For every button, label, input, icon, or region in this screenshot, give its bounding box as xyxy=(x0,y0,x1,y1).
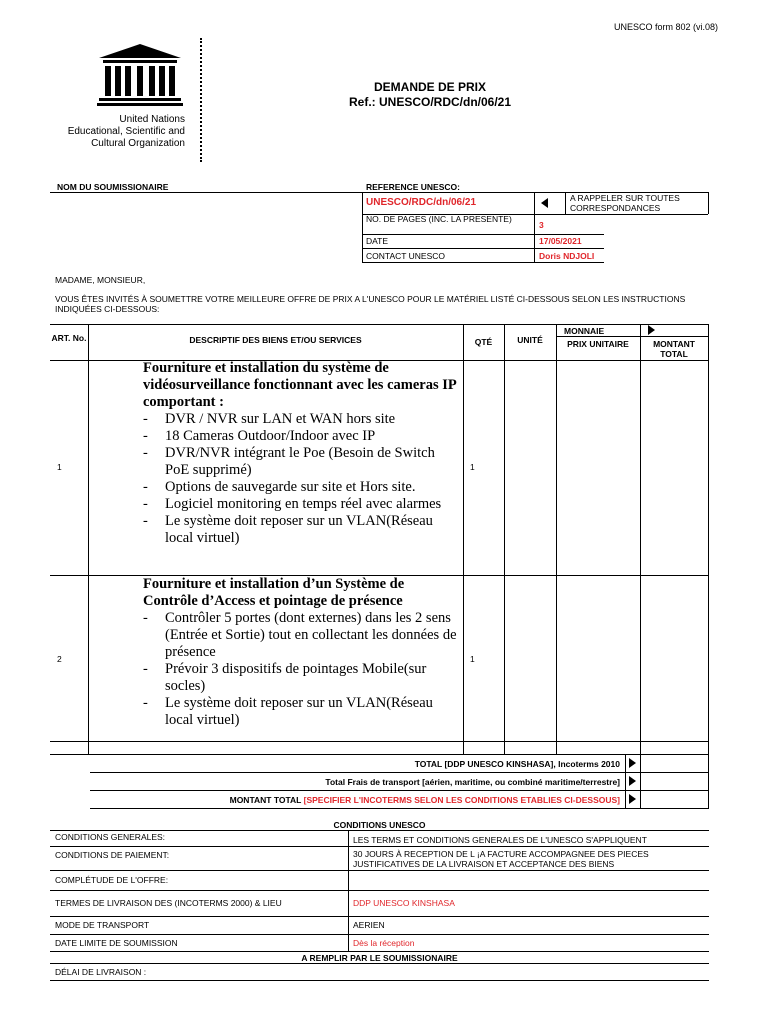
row1-description xyxy=(143,360,461,547)
bidder-label: NOM DU SOUMISSIONAIRE xyxy=(57,182,169,192)
col-header-art: ART. No. xyxy=(51,333,87,343)
contact-value: Doris NDJOLI xyxy=(539,251,595,261)
row2-qty: 1 xyxy=(470,654,475,664)
intro-text: VOUS ÊTES INVITÉS À SOUMETTRE VOTRE MEILLEURE OFFRE DE PRIX A L'UNESCO POUR LE MATÉRIEL LISTÉ CI-DESSOUS SELON LES INSTRUCTIONS INDIQUÉES CI-DESSOUS: xyxy=(55,294,686,314)
org-line-2: Educational, Scientific and xyxy=(67,126,185,137)
row1-title: Fourniture et installation du système de vidéosurveillance fonctionnant avec les cameras IP comportant : xyxy=(143,360,456,410)
cond-transport-label: MODE DE TRANSPORT xyxy=(55,920,150,930)
cond-general-label: CONDITIONS GENERALES: xyxy=(55,832,166,842)
row1-item: - 18 Cameras Outdoor/Indoor avec IP xyxy=(143,428,461,445)
col-header-desc: DESCRIPTIF DES BIENS ET/OU SERVICES xyxy=(189,335,362,345)
cond-transport-value: AERIEN xyxy=(353,920,385,930)
reminder-text: A RAPPELER SUR TOUTES CORRESPONDANCES xyxy=(570,193,680,213)
transport-label: Total Frais de transport [aérien, maritime, ou combiné maritime/terrestre] xyxy=(325,777,620,787)
row1-item: - Options de sauvegarde sur site et Hors site. xyxy=(143,479,461,496)
date-label: DATE xyxy=(366,236,389,246)
form-id: UNESCO form 802 (vi.08) xyxy=(613,22,718,32)
cond-payment-value: 30 JOURS À RECEPTION DE L ¡A FACTURE ACCOMPAGNEE DES PIECES JUSTIFICATIVES DE LA LIVRAISON ET ACCEPTANCE DES BIENS xyxy=(353,849,649,869)
row2-description xyxy=(143,576,461,729)
montant-label: MONTANT TOTAL xyxy=(229,795,302,805)
contact-label: CONTACT UNESCO xyxy=(366,251,446,261)
row2-art: 2 xyxy=(57,654,62,664)
row2-item: - Prévoir 3 dispositifs de pointages Mobile(sur socles) xyxy=(143,661,461,695)
pages-value: 3 xyxy=(539,220,544,230)
title-block xyxy=(330,80,530,110)
page-ref: Ref.: UNESCO/RDC/dn/06/21 xyxy=(348,95,512,109)
col-header-qty: QTÉ xyxy=(474,337,493,347)
row1-item: - Logiciel monitoring en temps réel avec alarmes xyxy=(143,496,461,513)
page-title: DEMANDE DE PRIX xyxy=(373,80,486,94)
col-header-unit: UNITÉ xyxy=(517,335,543,345)
org-line-1: United Nations xyxy=(119,114,185,125)
cond-general-value: LES TERMS ET CONDITIONS GENERALES DE L'UNESCO S'APPLIQUENT xyxy=(353,835,647,845)
reference-heading: REFERENCE UNESCO: xyxy=(366,182,460,192)
row2-item: - Le système doit reposer sur un VLAN(Réseau local virtuel) xyxy=(143,695,461,729)
pages-label: NO. DE PAGES (INC. LA PRESENTE) xyxy=(366,214,512,224)
arrow-left-icon xyxy=(541,198,548,208)
montant-arrow-icon xyxy=(629,794,636,804)
cond-deadline-value: Dès la réception xyxy=(353,938,415,948)
cond-payment-label: CONDITIONS DE PAIEMENT: xyxy=(55,850,170,860)
col-header-currency: MONNAIE xyxy=(564,326,605,336)
fill-heading: A REMPLIR PAR LE SOUMISSIONAIRE xyxy=(301,953,458,963)
cond-delivery-terms-label: TERMES DE LIVRAISON DES (INCOTERMS 2000) & LIEU xyxy=(55,898,282,908)
col-header-total: MONTANT TOTAL xyxy=(653,339,695,359)
row1-qty: 1 xyxy=(470,462,475,472)
cond-completeness-label: COMPLÉTUDE DE L'OFFRE: xyxy=(55,875,169,885)
cond-delivery-terms-value: DDP UNESCO KINSHASA xyxy=(353,898,455,908)
reference-code: UNESCO/RDC/dn/06/21 xyxy=(366,197,477,208)
total-arrow-icon xyxy=(629,758,636,768)
montant-note: [SPECIFIER L'INCOTERMS SELON LES CONDITIONS ETABLIES CI-DESSOUS] xyxy=(303,795,620,805)
row1-item: - DVR / NVR sur LAN et WAN hors site xyxy=(143,411,461,428)
conditions-heading: CONDITIONS UNESCO xyxy=(333,820,426,830)
row2-item: - Contrôler 5 portes (dont externes) dans les 2 sens (Entrée et Sortie) tout en collectant les données de présence xyxy=(143,610,461,661)
salutation: MADAME, MONSIEUR, xyxy=(55,275,146,285)
total-label: TOTAL [DDP UNESCO KINSHASA], Incoterms 2010 xyxy=(414,759,620,769)
delivery-delay-label: DÉLAI DE LIVRAISON : xyxy=(55,967,147,977)
row1-item: - DVR/NVR intégrant le Poe (Besoin de Switch PoE supprimé) xyxy=(143,445,461,479)
col-header-unit-price: PRIX UNITAIRE xyxy=(567,339,629,349)
row1-item: - Le système doit reposer sur un VLAN(Réseau local virtuel) xyxy=(143,513,461,547)
transport-arrow-icon xyxy=(629,776,636,786)
row1-art: 1 xyxy=(57,462,62,472)
row2-title: Fourniture et installation d’un Système de Contrôle d’Access et pointage de présence xyxy=(143,576,405,609)
logo-divider xyxy=(200,38,202,162)
montant-total xyxy=(92,795,620,805)
org-name xyxy=(40,114,185,150)
currency-arrow-icon xyxy=(648,325,655,335)
cond-deadline-label: DATE LIMITE DE SOUMISSION xyxy=(55,938,178,948)
unesco-logo-icon xyxy=(95,42,185,108)
org-line-3: Cultural Organization xyxy=(91,138,185,149)
date-value: 17/05/2021 xyxy=(539,236,582,246)
